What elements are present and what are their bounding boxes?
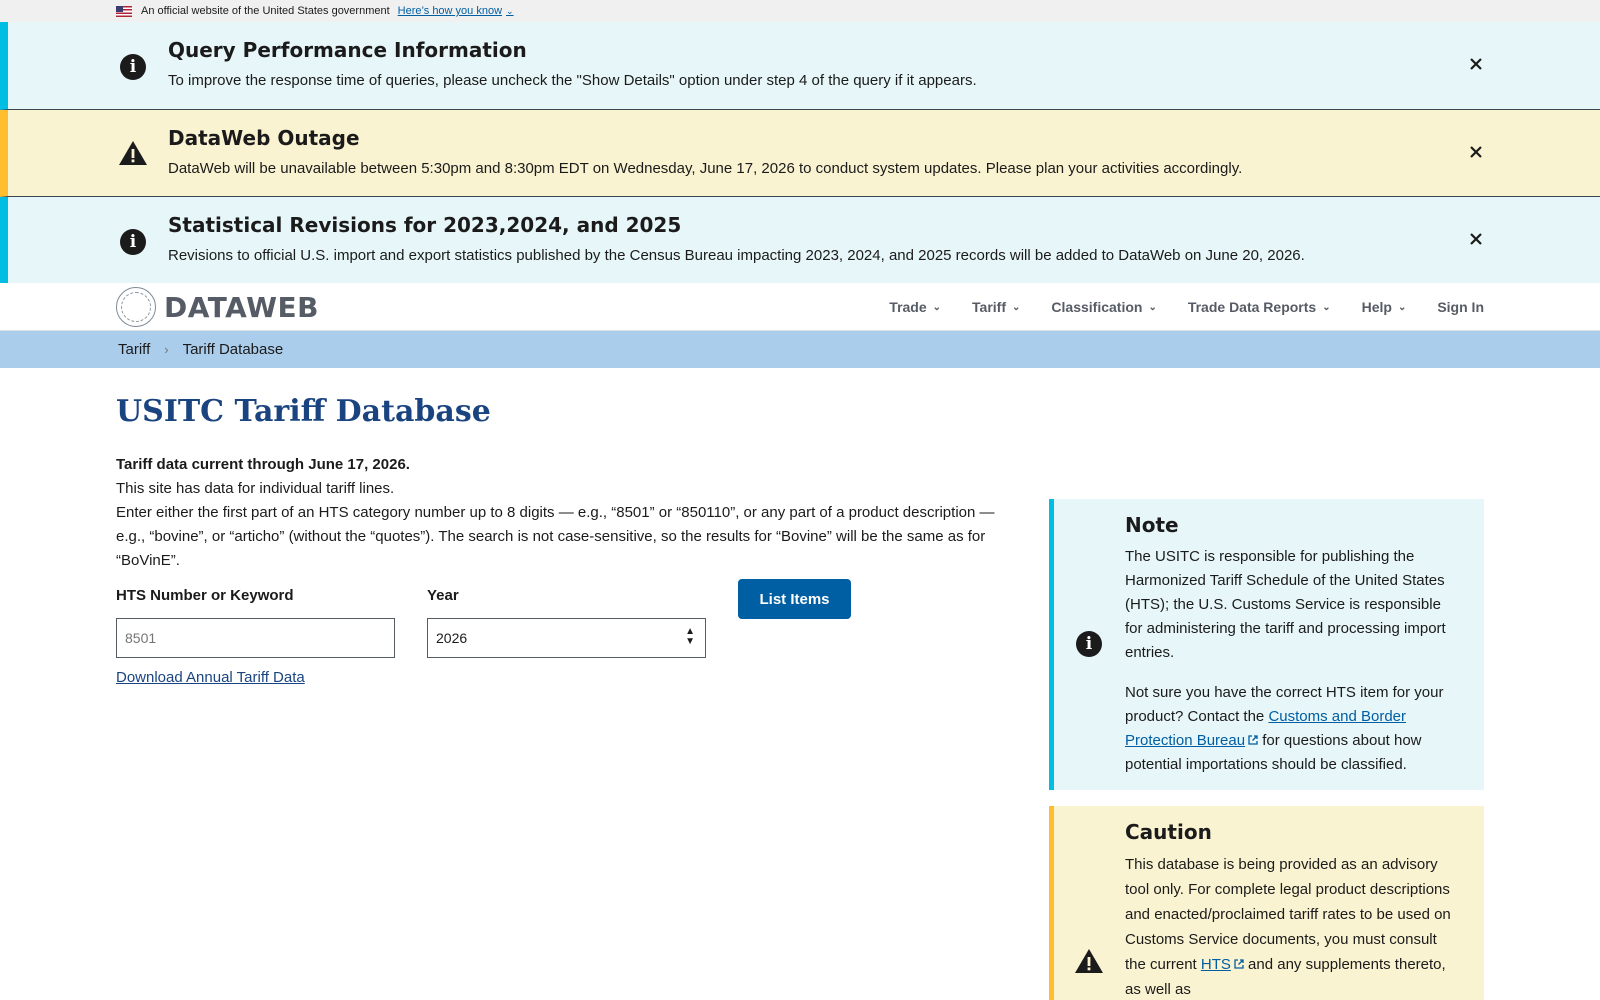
year-label: Year	[427, 587, 459, 604]
year-select[interactable]	[427, 618, 706, 658]
main-nav	[858, 283, 1484, 331]
alert-body: DataWeb will be unavailable between 5:30pm and 8:30pm EDT on Wednesday, June 17, 2026 to conduct system updates. Please plan your activities accordingly.	[168, 160, 1243, 177]
breadcrumb	[0, 331, 1600, 368]
alert-statistical-revisions	[0, 197, 1600, 283]
usitc-seal-icon	[116, 287, 156, 327]
note-paragraph-2	[1125, 681, 1455, 777]
note-panel	[1049, 499, 1484, 790]
chevron-down-icon: ⌄	[1322, 301, 1331, 313]
hts-link-label[interactable]: HTS	[1200, 956, 1231, 973]
nav-trade-data-reports[interactable]	[1188, 299, 1331, 315]
nav-classification-label[interactable]: Classification	[1051, 299, 1143, 315]
intro-text	[116, 453, 1016, 573]
info-icon: i	[1074, 629, 1104, 659]
download-annual-tariff-data-link[interactable]: Download Annual Tariff Data	[116, 669, 305, 686]
chevron-down-icon: ⌄	[506, 5, 514, 16]
alert-title: DataWeb Outage	[168, 126, 360, 150]
gov-banner-text: An official website of the United States government	[141, 5, 390, 17]
warning-icon	[1074, 946, 1104, 976]
alert-dataweb-outage	[0, 110, 1600, 197]
hts-search-input[interactable]	[116, 618, 395, 658]
year-value: 2026	[436, 630, 468, 646]
hts-link[interactable]	[1201, 956, 1244, 973]
dataweb-logo[interactable]	[116, 287, 319, 327]
list-items-button[interactable]: List Items	[738, 579, 851, 619]
intro-line-3: Enter either the first part of an HTS category number up to 8 digits — e.g., “8501” or “850110”, or any part of a product description — e.g., “bovine”, or “articho” (without the “quotes”). The search is not case-sensitive, so the results for “Bovine” will be the same as for “BoVinE”.	[116, 504, 995, 569]
caution-title: Caution	[1125, 820, 1212, 844]
info-icon: i	[118, 52, 148, 82]
caution-paragraph-suffix: and any supplements thereto, as well as	[1125, 956, 1446, 998]
search-form	[116, 579, 1016, 659]
note-paragraph-2-suffix: for questions about how potential importations should be classified.	[1125, 732, 1422, 773]
breadcrumb-tariff[interactable]: Tariff	[118, 341, 151, 358]
nav-trade[interactable]	[889, 299, 941, 315]
external-link-icon	[1234, 959, 1244, 969]
current-through-text: Tariff data current through June 17, 2026.	[116, 456, 410, 473]
external-link-icon	[1248, 735, 1258, 745]
close-icon[interactable]	[1466, 229, 1486, 249]
nav-help[interactable]	[1362, 299, 1407, 315]
warning-icon	[118, 138, 148, 168]
select-arrows-icon: ▲ ▼	[685, 626, 695, 647]
nav-sign-in-label[interactable]: Sign In	[1437, 299, 1484, 315]
note-paragraph-2-prefix: Not sure you have the correct HTS item for your product? Contact the	[1125, 684, 1444, 725]
alert-query-performance	[0, 22, 1600, 110]
gov-banner	[0, 0, 1600, 22]
nav-sign-in[interactable]	[1437, 299, 1484, 315]
note-title: Note	[1125, 513, 1179, 537]
site-header	[0, 283, 1600, 331]
caution-panel	[1049, 806, 1484, 1000]
cbp-link-label[interactable]: Customs and Border Protection Bureau	[1125, 708, 1407, 749]
chevron-down-icon: ⌄	[1397, 301, 1407, 313]
us-flag-icon	[116, 6, 132, 17]
nav-classification[interactable]	[1051, 299, 1156, 315]
chevron-down-icon: ⌄	[932, 301, 942, 313]
nav-tariff-label[interactable]: Tariff	[972, 299, 1007, 315]
page-title: USITC Tariff Database	[116, 394, 491, 429]
caution-paragraph-prefix: This database is being provided as an advisory tool only. For complete legal product descriptions and enacted/proclaimed tariff rates to be used on Customs Service documents, you must consult the current	[1125, 856, 1451, 973]
heres-how-you-know-link[interactable]	[398, 5, 514, 17]
caution-paragraph	[1125, 852, 1455, 1000]
chevron-down-icon: ⌄	[1148, 301, 1157, 313]
hts-label: HTS Number or Keyword	[116, 587, 294, 604]
chevron-down-icon: ⌄	[1012, 301, 1021, 313]
intro-line-2: This site has data for individual tariff lines.	[116, 480, 395, 497]
breadcrumb-tariff-database: Tariff Database	[182, 341, 284, 358]
nav-help-label[interactable]: Help	[1361, 299, 1392, 315]
nav-trade-data-reports-label[interactable]: Trade Data Reports	[1187, 299, 1317, 315]
close-icon[interactable]	[1466, 54, 1486, 74]
chevron-right-icon: ›	[164, 342, 169, 357]
alert-title: Statistical Revisions for 2023,2024, and 2025	[168, 213, 682, 237]
note-paragraph-1: The USITC is responsible for publishing the Harmonized Tariff Schedule of the United States (HTS); the U.S. Customs Service is responsible for administering the tariff and processing import entries.	[1125, 548, 1446, 661]
alert-title: Query Performance Information	[168, 38, 527, 62]
close-icon[interactable]	[1466, 142, 1486, 162]
main-content	[116, 386, 1016, 687]
nav-tariff[interactable]	[972, 299, 1020, 315]
alert-body: Revisions to official U.S. import and export statistics published by the Census Bureau impacting 2023, 2024, and 2025 records will be added to DataWeb on June 20, 2026.	[168, 247, 1305, 264]
logo-text[interactable]: DATAWEB	[164, 290, 319, 324]
info-icon: i	[118, 227, 148, 257]
nav-trade-label[interactable]: Trade	[889, 299, 927, 315]
alert-body: To improve the response time of queries, please uncheck the "Show Details" option under step 4 of the query if it appears.	[168, 72, 977, 89]
heres-how-you-know-label[interactable]: Here’s how you know	[397, 5, 503, 17]
